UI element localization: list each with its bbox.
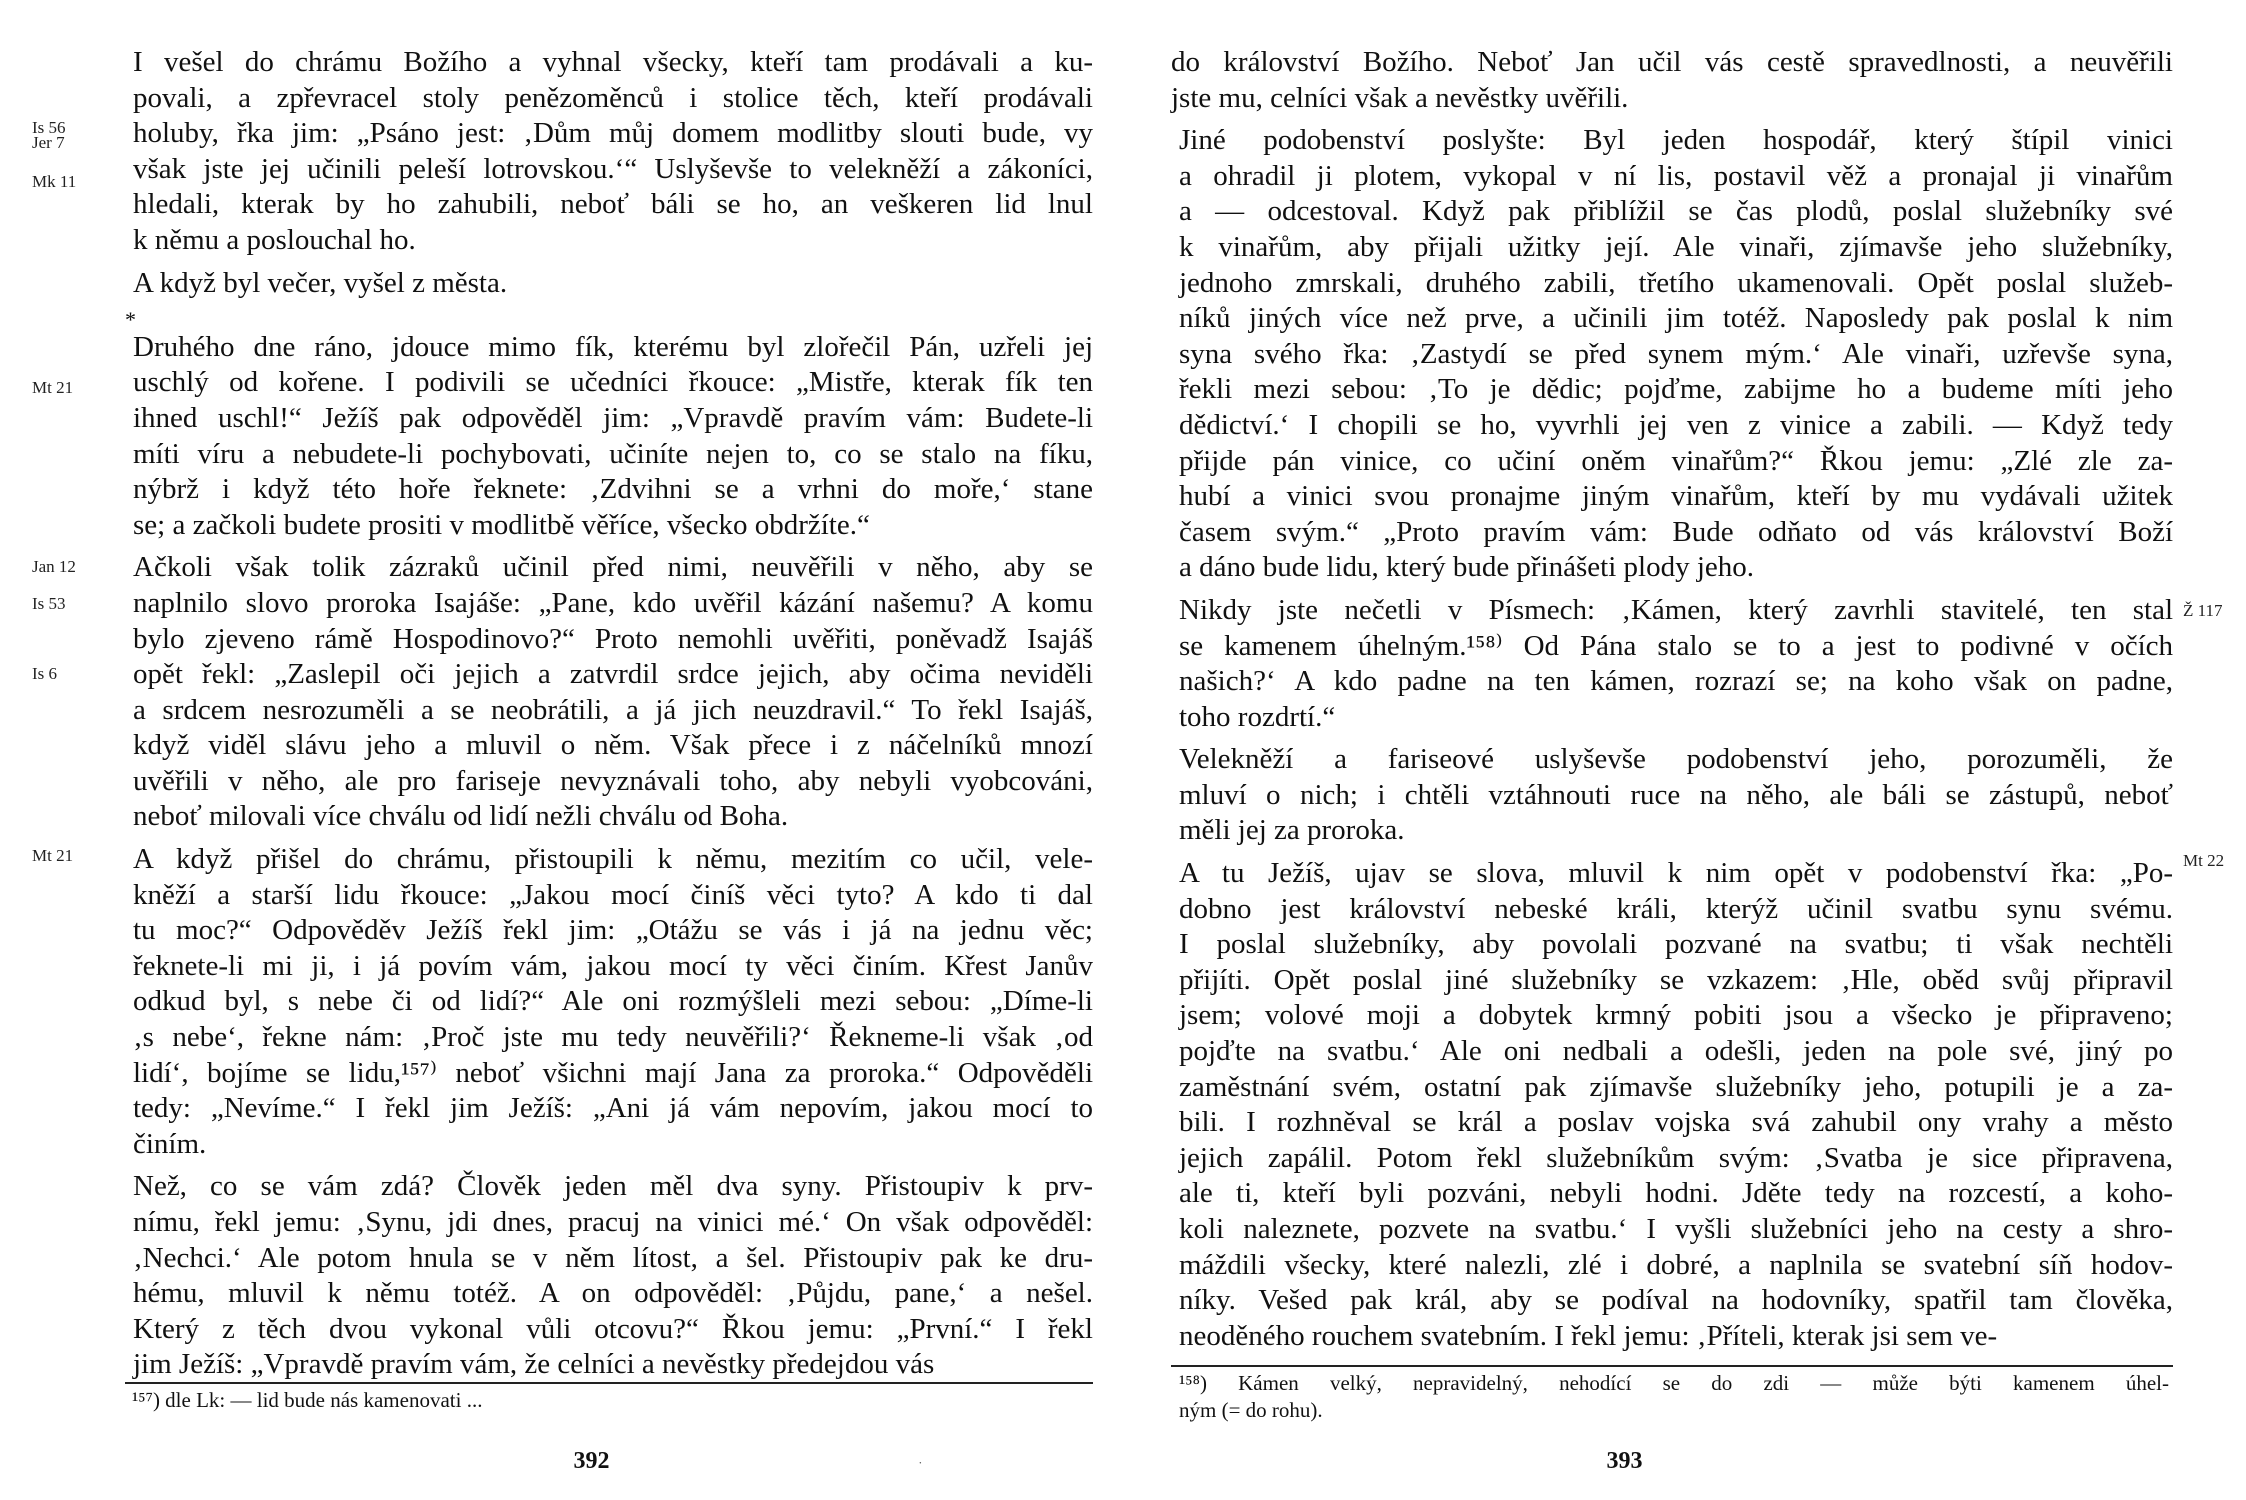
footnote-line: ným (= do rohu). [1179, 1398, 1323, 1422]
paragraph [125, 842, 1093, 1162]
text-line: nýbrž i když této hoře řeknete: ‚Zdvihni se a vrhni do moře,‘ stane [133, 473, 1093, 506]
text-line: A když byl večer, vyšel z města. [133, 266, 508, 299]
text-line: ale ti, kteří byli pozváni, nebyli hodni. Jděte tedy na rozcestí, a koho- [1179, 1177, 2173, 1210]
text-line: tu moc?“ Odpověděv Ježíš řekl jim: „Otážu se vás i já na jednu věc; [133, 914, 1093, 947]
text-line: I vešel do chrámu Božího a vyhnal všecky, kteří tam prodávali a ku- [133, 46, 1093, 78]
margin-reference: Mt 21 [32, 846, 74, 865]
text-line: hému, mluvil k němu totéž. A on odpověděl: ‚Půjdu, pane,‘ a nešel. [133, 1277, 1093, 1310]
text-line: A tu Ježíš, ujav se slova, mluvil k nim opět v podobenství řka: „Po- [1179, 857, 2173, 890]
text-line: našich?‘ A kdo padne na ten kámen, rozrazí se; na koho však on padne, [1179, 665, 2173, 698]
text-line: neoděného rouchem svatebním. I řekl jemu: ‚Příteli, kterak jsi sem ve- [1179, 1319, 1998, 1352]
text-line: dobno jest království nebeské králi, kterýž učinil svatbu synu svému. [1179, 892, 2173, 925]
margin-reference: Is 53 [32, 594, 66, 613]
text-line: Velekněží a fariseové uslyševše podobenství jeho, porozuměli, že [1179, 743, 2173, 776]
text-line: dědictví.‘ I chopili se ho, vyvrhli jej ven z vinice a zabili. — Když tedy [1179, 408, 2173, 441]
text-line: časem svým.“ „Proto pravím vám: Bude odňato od vás království Boží [1179, 515, 2173, 548]
text-line: však jste jej učinili peleší lotrovskou.‘“ Uslyševše to velekněží a zákoníci, [133, 152, 1093, 185]
text-line: níků jiných více než prve, a učinili jim totéž. Naposledy pak poslal k nim [1179, 302, 2173, 335]
text-line: míti víru a nebudete-li pochybovati, učiníte nejen to, co se stalo na fíku, [133, 437, 1093, 470]
text-line: přijde pán vinice, co učiní oněm vinařům?“ Řkou jemu: „Zlé zle za- [1179, 444, 2173, 477]
text-line: a dáno bude lidu, který bude přinášeti plody jeho. [1179, 551, 1755, 584]
text-line: činím. [133, 1127, 207, 1160]
margin-reference: Mk 11 [32, 172, 77, 191]
margin-reference: Jan 12 [32, 557, 76, 576]
text-line: Jiné podobenství poslyšte: Byl jeden hospodář, který štípil vinici [1179, 124, 2173, 157]
paragraph [125, 1169, 1093, 1383]
text-line: jsem; volové moji a dobytek krmný pobiti jsou a všecko je připraveno; [1179, 999, 2173, 1032]
margin-reference: Is 6 [32, 664, 58, 683]
text-line: k němu a poslouchal ho. [133, 223, 416, 256]
text-line: Než, co se vám zdá? Člověk jeden měl dva syny. Přistoupiv k prv- [133, 1170, 1093, 1203]
text-line: řeknete-li mi ji, i já povím vám, jakou mocí ty věci činím. Křest Janův [133, 949, 1093, 982]
text-line: jste mu, celníci však a nevěstky uvěřili. [1171, 81, 1629, 114]
text-line: naplnilo slovo proroka Isajáše: „Pane, kdo uvěřil kázání našemu? A komu [133, 586, 1093, 619]
text-line: ‚s nebe‘, řekne nám: ‚Proč jste mu tedy neuvěřili?‘ Řekneme-li však ‚od [133, 1021, 1093, 1054]
margin-reference: Ž 117 [2183, 601, 2223, 620]
text-line: Nikdy jste nečetli v Písmech: ‚Kámen, který zavrhli stavitelé, ten stal [1179, 593, 2173, 626]
paragraph [125, 266, 1093, 302]
text-line: měli jej za proroka. [1179, 814, 1405, 847]
text-line: koli naleznete, pozvete na svatbu.‘ I vyšli služebníci jeho na cesty a shro- [1179, 1213, 2173, 1245]
text-line: níky. Vešed pak král, aby se podíval na hodovníky, spatřil tam člověka, [1179, 1284, 2173, 1317]
text-line: mluví o nich; i chtěli vztáhnouti ruce na něho, ale báli se zástupů, neboť [1179, 778, 2173, 811]
paragraph [1171, 593, 2173, 735]
text-line: Ačkoli však tolik zázraků učinil před nimi, neuvěřili v něho, aby se [133, 551, 1093, 584]
paragraph [1171, 856, 2173, 1354]
text-line: jednoho zmrskali, druhého zabili, třetího ukamenovali. Opět poslal služeb- [1179, 266, 2173, 299]
text-line: Druhého dne ráno, jdouce mimo fík, kterému byl zlořečil Pán, uzřeli jej [133, 330, 1093, 363]
text-line: * [125, 307, 136, 333]
text-line: k vinařům, aby přijali užitky její. Ale vinaři, zjímavše jeho služebníky, [1179, 230, 2173, 263]
text-line: I poslal služebníky, aby povolali pozvané na svatbu; ti však nechtěli [1179, 928, 2173, 961]
text-line: do království Božího. Neboť Jan učil vás cestě spravedlnosti, a neuvěřili [1171, 46, 2173, 78]
text-line: a srdcem nesrozuměli a se neobrátili, a já jich neuzdravil.“ To řekl Isajáš, [133, 693, 1093, 726]
footnote-rule [1171, 1365, 2173, 1367]
text-line: se kamenem úhelným.¹⁵⁸⁾ Od Pána stalo se to a jest to podivné v očích [1179, 629, 2173, 662]
print-speck: ˙ [918, 1460, 923, 1475]
margin-reference: Is 56 Jer 7 [32, 118, 66, 152]
text-line: holuby, řka jim: „Psáno jest: ‚Dům můj domem modlitby slouti bude, vy [133, 117, 1093, 150]
text-line: když viděl slávu jeho a mluvil o něm. Však přece i z náčelníků mnozí [133, 729, 1093, 762]
text-line: řekli mezi sebou: ‚To je dědic; pojďme, zabijme ho a budeme míti jeho [1179, 373, 2173, 406]
paragraph [125, 330, 1093, 544]
text-line: jim Ježíš: „Vpravdě pravím vám, že celníci a nevěstky předejdou vás [133, 1348, 935, 1381]
text-line: bylo zjeveno rámě Hospodinovo?“ Proto nemohli uvěřiti, poněvadž Isajáš [133, 622, 1093, 655]
text-line: opět řekl: „Zaslepil oči jejich a zatvrdil srdce jejich, aby očima neviděli [133, 658, 1093, 691]
footnote [1179, 1370, 2169, 1424]
right-page [1123, 0, 2246, 1500]
margin-reference: Mt 21 [32, 378, 74, 397]
text-line: máždili všecky, které nalezli, zlé i dobré, a naplnila se svatební síň hodov- [1179, 1248, 2173, 1281]
text-line: zaměstnání svém, ostatní pak zjímavše služebníky jeho, potupili je a za- [1179, 1070, 2173, 1103]
text-line: odkud byl, s nebe či od lidí?“ Ale oni rozmýšleli mezi sebou: „Díme-li [133, 985, 1093, 1018]
text-line: ‚Nechci.‘ Ale potom hnula se v něm lítost, a šel. Přistoupiv pak ke dru- [133, 1241, 1093, 1274]
text-line: lidí‘, bojíme se lidu,¹⁵⁷⁾ neboť všichni mají Jana za proroka.“ Odpověděli [133, 1056, 1093, 1089]
text-line: a — odcestoval. Když pak přiblížil se čas plodů, poslal služebníky své [1179, 195, 2173, 228]
text-line: hledali, kterak by ho zahubili, neboť báli se ho, an veškeren lid lnul [133, 188, 1093, 221]
text-line: kněží a starší lidu řkouce: „Jakou mocí činíš věci tyto? A kdo ti dal [133, 878, 1093, 911]
paragraph [125, 45, 1093, 259]
text-line: ihned uschl!“ Ježíš pak odpověděl jim: „Vpravdě pravím vám: Budete-li [133, 401, 1093, 434]
text-line: Který z těch dvou vykonal vůli otcovu?“ Řkou jemu: „První.“ I řekl [133, 1312, 1093, 1345]
paragraph [1171, 742, 2173, 849]
text-line: se; a začkoli budete prositi v modlitbě věříce, všecko obdržíte.“ [133, 508, 870, 541]
paragraph [1171, 123, 2173, 586]
page-number: 393 [1606, 1448, 1643, 1474]
footnote-line: ¹⁵⁷) dle Lk: — lid bude nás kamenovati ... [132, 1388, 483, 1412]
paragraph [1171, 45, 2173, 116]
text-line: nímu, řekl jemu: ‚Synu, jdi dnes, pracuj na vinici mé.‘ On však odpověděl: [133, 1206, 1093, 1238]
text-line: a ohradil ji plotem, vykopal v ní lis, postavil věž a pronajal ji vinařům [1179, 159, 2173, 192]
left-page-body [125, 45, 1093, 1390]
text-line: toho rozdrtí.“ [1179, 700, 1336, 733]
footnote [132, 1387, 1082, 1414]
text-line: bili. I rozhněval se král a poslav vojska svá zahubil ony vrahy a město [1179, 1106, 2173, 1139]
margin-reference: Mt 22 [2183, 851, 2225, 870]
text-line: uvěřili v něho, ale pro fariseje nevyznávali toho, aby nebyli vyobcováni, [133, 764, 1093, 797]
right-page-body [1171, 45, 2173, 1361]
text-line: hubí a vinici svou pronajme jiným vinařům, kteří by mu vydávali užitek [1179, 480, 2173, 513]
page-number: 392 [573, 1448, 610, 1474]
text-line: uschlý od kořene. I podivili se učedníci řkouce: „Mistře, kterak fík ten [133, 366, 1093, 399]
text-line: neboť milovali více chválu od lidí nežli chválu od Boha. [133, 800, 789, 833]
text-line: povali, a zpřevracel stoly penězoměnců i stolice těch, kteří prodávali [133, 81, 1093, 114]
footnote-rule [125, 1382, 1093, 1384]
text-line: přijíti. Opět poslal jiné služebníky se vzkazem: ‚Hle, oběd svůj připravil [1179, 963, 2173, 996]
footnote-line: ¹⁵⁸) Kámen velký, nepravidelný, nehodící se do zdi — může býti kamenem úhel- [1179, 1371, 2169, 1395]
paragraph [125, 550, 1093, 835]
text-line: pojďte na svatbu.‘ Ale oni nedbali a odešli, jeden na pole své, jiný po [1179, 1035, 2173, 1068]
text-line: A když přišel do chrámu, přistoupili k němu, mezitím co učil, vele- [133, 843, 1093, 876]
text-line: syna svého řka: ‚Zastydí se před synem mým.‘ Ale vinaři, uzřevše syna, [1179, 337, 2173, 370]
text-line: tedy: „Nevíme.“ I řekl jim Ježíš: „Ani já vám nepovím, jakou mocí to [133, 1092, 1093, 1125]
text-line: jejich zapálil. Potom řekl služebníkům svým: ‚Svatba je sice připravena, [1179, 1141, 2173, 1174]
